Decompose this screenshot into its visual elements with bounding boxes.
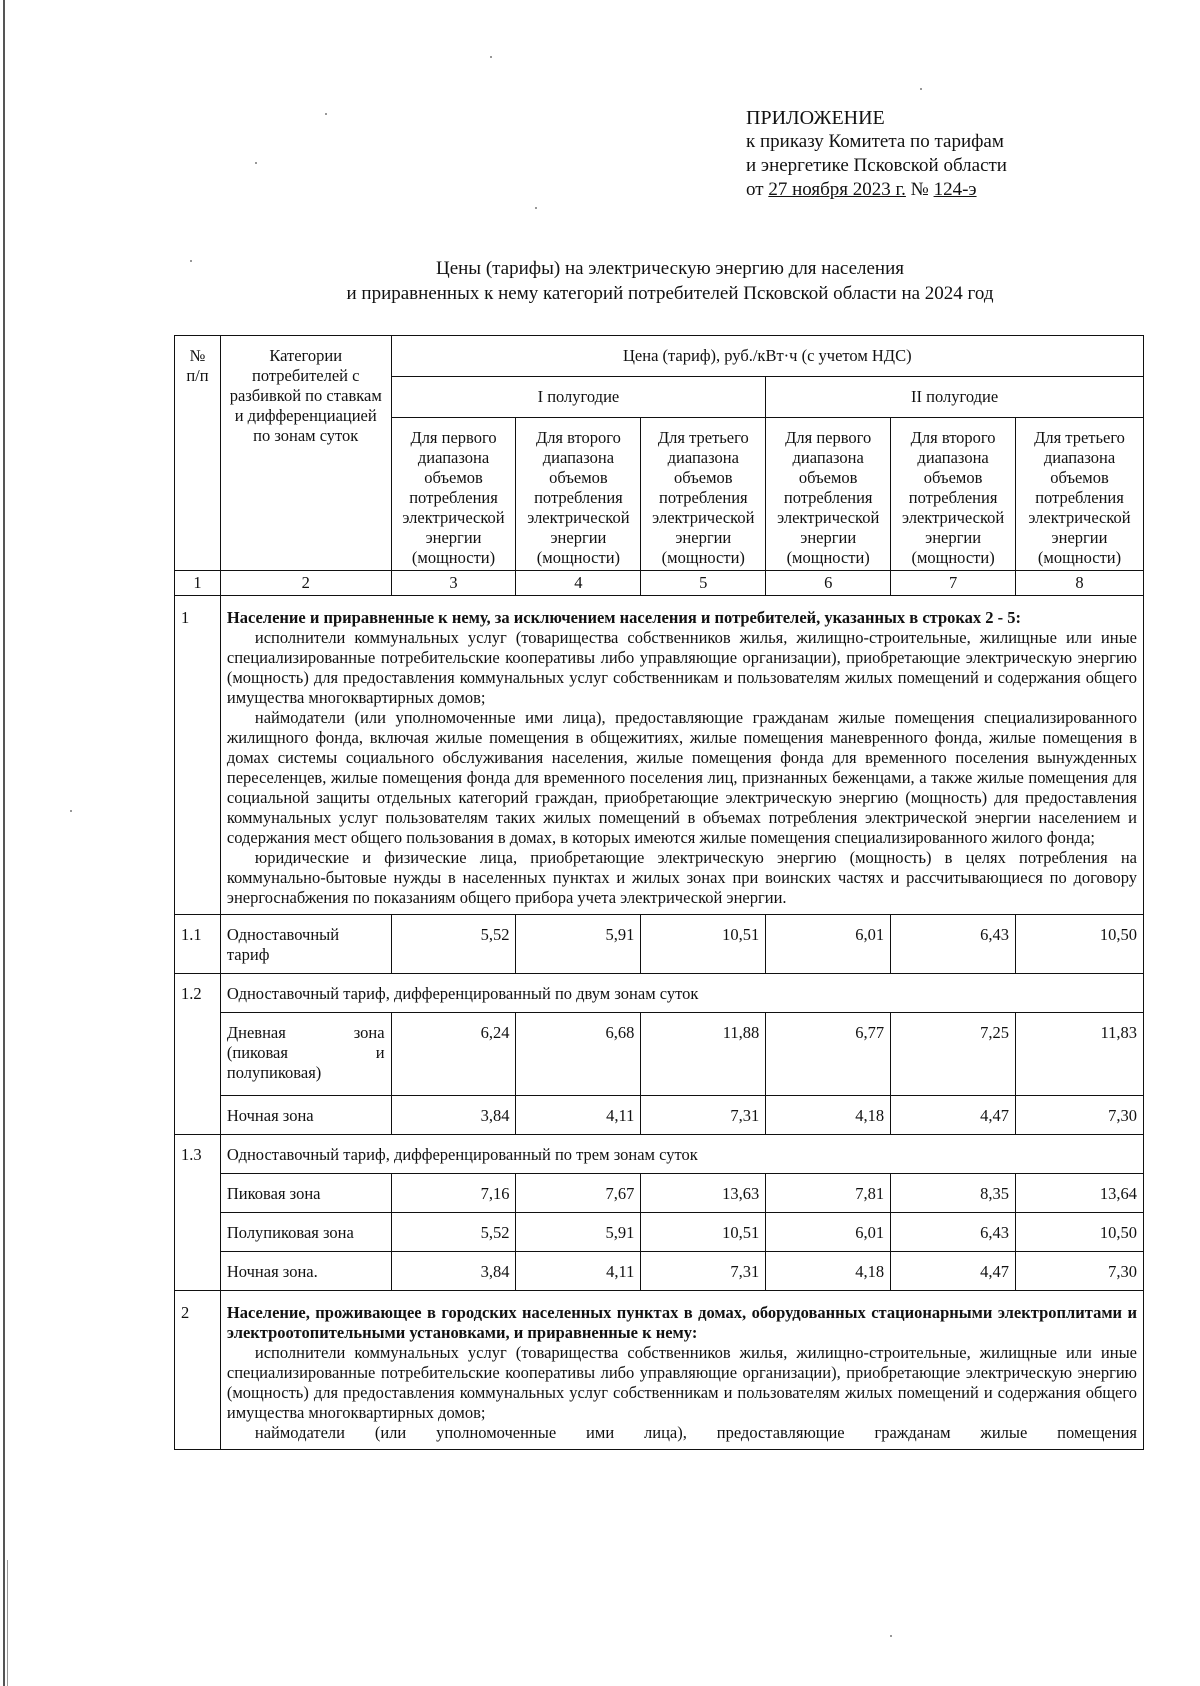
header-half-2: II полугодие	[766, 377, 1144, 418]
column-number: 3	[391, 571, 516, 596]
price-cell: 7,81	[766, 1174, 891, 1213]
header-range-3: Для третьего диапазона объемов потребления электрической энергии (мощности)	[1016, 418, 1144, 571]
header-range-2: Для второго диапазона объемов потребления электрической энергии (мощности)	[891, 418, 1016, 571]
price-cell: 13,64	[1016, 1174, 1144, 1213]
price-cell: 7,31	[641, 1252, 766, 1291]
section-1-num: 1	[175, 596, 221, 915]
price-cell: 7,16	[391, 1174, 516, 1213]
price-cell: 4,11	[516, 1252, 641, 1291]
price-cell: 4,47	[891, 1252, 1016, 1291]
header-category: Категории потребителей с разбивкой по ставкам и дифференциацией по зонам суток	[220, 336, 391, 571]
row-label: Одноставочный тариф	[220, 915, 391, 974]
header-range-3: Для третьего диапазона объемов потребления электрической энергии (мощности)	[641, 418, 766, 571]
column-number: 6	[766, 571, 891, 596]
price-cell: 4,18	[766, 1096, 891, 1135]
price-cell: 6,68	[516, 1013, 641, 1096]
zone-label-night: Ночная зона	[220, 1096, 391, 1135]
scan-speck	[920, 88, 922, 90]
zone-label-peak: Пиковая зона	[220, 1174, 391, 1213]
appendix-line: и энергетике Псковской области	[746, 155, 1007, 176]
zone-label-halfpeak: Полупиковая зона	[220, 1213, 391, 1252]
price-cell: 10,51	[641, 915, 766, 974]
appendix-number: 124-э	[933, 179, 977, 200]
column-number: 5	[641, 571, 766, 596]
zone-label-night: Ночная зона.	[220, 1252, 391, 1291]
row-1-2-header	[175, 974, 1144, 1013]
column-number: 1	[175, 571, 221, 596]
scan-edge-line-lower	[7, 1560, 8, 1686]
row-num: 1.3	[175, 1135, 221, 1291]
appendix-date: 27 ноября 2023 г.	[768, 179, 906, 200]
section-2-text	[220, 1291, 1143, 1450]
section-1-text	[220, 596, 1143, 915]
price-cell: 7,30	[1016, 1096, 1144, 1135]
row-1-3-halfpeak	[175, 1213, 1144, 1252]
price-cell: 7,30	[1016, 1252, 1144, 1291]
price-cell: 6,43	[891, 915, 1016, 974]
price-cell: 7,31	[641, 1096, 766, 1135]
price-cell: 10,50	[1016, 915, 1144, 974]
appendix-order-line	[746, 178, 1007, 202]
scan-speck	[535, 207, 537, 209]
row-num: 1.2	[175, 974, 221, 1135]
price-cell: 5,91	[516, 1213, 641, 1252]
row-1-2-night	[175, 1096, 1144, 1135]
price-cell: 5,52	[391, 1213, 516, 1252]
row-1-3-header	[175, 1135, 1144, 1174]
document-title	[170, 256, 1170, 306]
section-2-paragraph: исполнители коммунальных услуг (товарищества собственников жилья, жилищно-строительные, жилищные или иные специализированные потребительские кооперативы либо управляющие организации), приобретающие электрическую энергию (мощность) для предоставления коммунальных услуг собственникам и пользователям жилых помещений и содержания общего имущества многоквартирных домов;	[226, 1343, 1137, 1422]
price-cell: 4,11	[516, 1096, 641, 1135]
section-1-heading: Население и приравненные к нему, за исключением населения и потребителей, указанных в строках 2 - 5:	[226, 608, 1022, 627]
row-num: 1.1	[175, 915, 221, 974]
price-cell: 4,18	[766, 1252, 891, 1291]
section-1-paragraph: юридические и физические лица, приобретающие электрическую энергию (мощность) в целях потребления на коммунально-бытовые нужды в населенных пунктах и жилых зонах при воинских частях и рассчитывающиеся по договору энергоснабжения по показаниям общего прибора учета электрической энергии.	[226, 848, 1137, 907]
scan-speck	[255, 162, 257, 164]
row-1-1	[175, 915, 1144, 974]
appendix-title: ПРИЛОЖЕНИЕ	[746, 107, 885, 129]
price-cell: 5,52	[391, 915, 516, 974]
scan-speck	[890, 1635, 892, 1637]
column-number: 4	[516, 571, 641, 596]
column-number: 8	[1016, 571, 1144, 596]
column-number: 7	[891, 571, 1016, 596]
column-number: 2	[220, 571, 391, 596]
price-cell: 10,51	[641, 1213, 766, 1252]
header-range-1: Для первого диапазона объемов потребления электрической энергии (мощности)	[391, 418, 516, 571]
row-1-3-night	[175, 1252, 1144, 1291]
price-cell: 6,77	[766, 1013, 891, 1096]
price-cell: 3,84	[391, 1096, 516, 1135]
row-1-2-day	[175, 1013, 1144, 1096]
section-1-paragraph: наймодатели (или уполномоченные ими лица), предоставляющие гражданам жилые помещения специализированного жилищного фонда, включая жилые помещения в общежитиях, жилые помещения маневренного фонда, жилые помещения в домах системы социального обслуживания населения, жилые помещения фонда для временного поселения вынужденных переселенцев, жилые помещения фонда для временного поселения лиц, признанных беженцами, а также жилые помещения для социальной защиты отдельных категорий граждан, приобретающие электрическую энергию (мощность) для предоставления коммунальных услуг пользователям таких жилых помещений в объемах потребления электрической энергии населением и содержания мест общего пользования в домах, в которых имеются жилые помещения специализированного жилого фонда;	[226, 708, 1137, 847]
scan-speck	[70, 810, 72, 812]
price-cell: 11,83	[1016, 1013, 1144, 1096]
scan-edge-line	[3, 0, 5, 1686]
row-label: Одноставочный тариф, дифференцированный по двум зонам суток	[220, 974, 1143, 1013]
header-price: Цена (тариф), руб./кВт·ч (с учетом НДС)	[391, 336, 1143, 377]
row-1-3-peak	[175, 1174, 1144, 1213]
section-2-row	[175, 1291, 1144, 1450]
section-2-num: 2	[175, 1291, 221, 1450]
header-range-2: Для второго диапазона объемов потребления электрической энергии (мощности)	[516, 418, 641, 571]
price-cell: 6,43	[891, 1213, 1016, 1252]
section-2-paragraph: наймодатели (или уполномоченные ими лица), предоставляющие гражданам жилые помещения	[254, 1423, 1137, 1442]
appendix-block	[746, 106, 1007, 202]
tariff-table	[174, 335, 1144, 1450]
scan-speck	[490, 56, 492, 58]
price-cell: 7,67	[516, 1174, 641, 1213]
price-cell: 6,01	[766, 915, 891, 974]
price-cell: 6,24	[391, 1013, 516, 1096]
header-row	[175, 336, 1144, 377]
title-line: Цены (тарифы) на электрическую энергию для населения	[435, 258, 904, 279]
column-number-row	[175, 571, 1144, 596]
price-cell: 3,84	[391, 1252, 516, 1291]
price-cell: 8,35	[891, 1174, 1016, 1213]
price-cell: 5,91	[516, 915, 641, 974]
header-num: № п/п	[175, 336, 221, 571]
price-cell: 13,63	[641, 1174, 766, 1213]
zone-label-day: Дневная зона (пиковая и полупиковая)	[220, 1013, 391, 1096]
row-label: Одноставочный тариф, дифференцированный по трем зонам суток	[220, 1135, 1143, 1174]
price-cell: 7,25	[891, 1013, 1016, 1096]
header-half-1: I полугодие	[391, 377, 766, 418]
price-cell: 10,50	[1016, 1213, 1144, 1252]
price-cell: 11,88	[641, 1013, 766, 1096]
header-range-1: Для первого диапазона объемов потребления электрической энергии (мощности)	[766, 418, 891, 571]
scan-speck	[325, 113, 327, 115]
appendix-from: от	[746, 179, 764, 200]
title-line: и приравненных к нему категорий потребителей Псковской области на 2024 год	[346, 283, 994, 304]
appendix-line: к приказу Комитета по тарифам	[746, 131, 1004, 152]
price-cell: 4,47	[891, 1096, 1016, 1135]
section-2-heading: Население, проживающее в городских населенных пунктах в домах, оборудованных стационарными электроплитами и электроотопительными установками, и приравненные к нему:	[226, 1303, 1137, 1342]
appendix-number-sign: №	[910, 179, 929, 200]
section-1-row	[175, 596, 1144, 915]
section-1-paragraph: исполнители коммунальных услуг (товарищества собственников жилья, жилищно-строительные, жилищные или иные специализированные потребительские кооперативы либо управляющие организации), приобретающие электрическую энергию (мощность) для предоставления коммунальных услуг собственникам и пользователям жилых помещений и содержания общего имущества многоквартирных домов;	[226, 628, 1137, 707]
price-cell: 6,01	[766, 1213, 891, 1252]
